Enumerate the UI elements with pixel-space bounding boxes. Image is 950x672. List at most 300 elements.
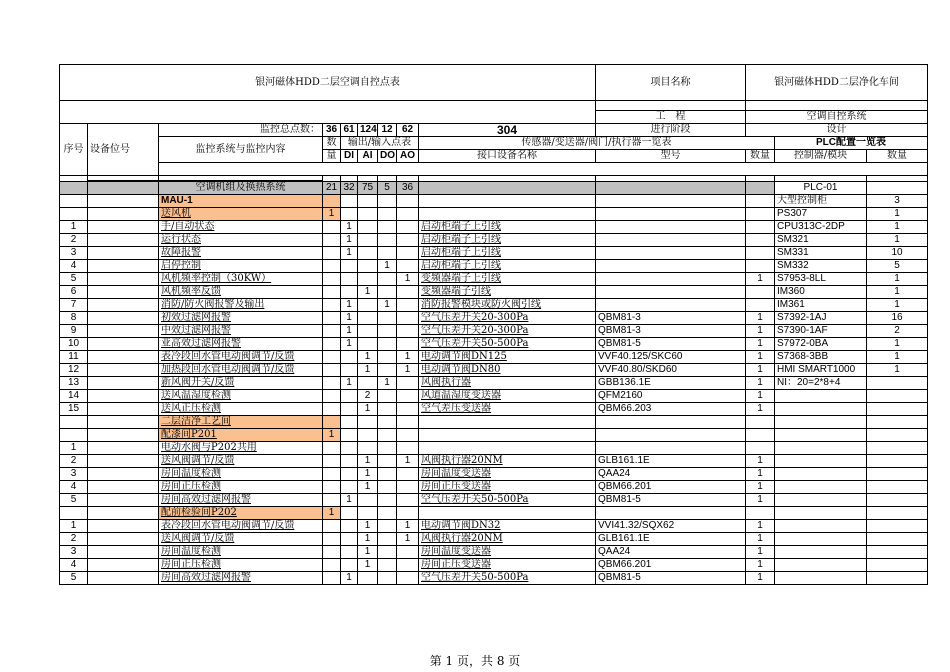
plc-count-cell: 1 [867, 234, 928, 247]
ai-cell [358, 572, 378, 585]
plc-cell: NI：20=2*8+4 [775, 377, 867, 390]
di-cell [341, 533, 358, 546]
plc-count-cell: 3 [867, 195, 928, 208]
do-cell [378, 234, 397, 247]
qty-cell [323, 390, 341, 403]
device-cell [88, 390, 159, 403]
model-cell [596, 221, 746, 234]
ao-cell: 1 [397, 273, 419, 286]
engineering-label: 工 程 [596, 111, 746, 124]
iface-cell: 电动调节阀DN80 [419, 364, 596, 377]
system-cell: 配前检验间P202 [159, 507, 323, 520]
sheet-title: 银河磁体HDD二层空调自控点表 [60, 65, 596, 101]
table-row [60, 181, 928, 195]
seq-cell [60, 208, 88, 221]
do-cell: 1 [378, 260, 397, 273]
col-qty-header-a: 数 [323, 137, 341, 150]
plc-cell: IM361 [775, 299, 867, 312]
project-spacer [596, 101, 746, 111]
ao-cell [397, 325, 419, 338]
device-cell [88, 338, 159, 351]
plc-cell [775, 403, 867, 416]
do-cell [378, 546, 397, 559]
device-cell [88, 442, 159, 455]
ai-cell [358, 221, 378, 234]
model-cell [596, 442, 746, 455]
iface-cell: 房间正压变送器 [419, 559, 596, 572]
ai-cell: 1 [358, 364, 378, 377]
model-cell [596, 208, 746, 221]
qty-cell: 1 [323, 429, 341, 442]
device-cell [88, 208, 159, 221]
count-cell [746, 299, 775, 312]
table-row [60, 377, 928, 390]
qty-cell [323, 195, 341, 208]
system-cell: 房间正压检测 [159, 481, 323, 494]
ai-cell [358, 299, 378, 312]
table-row [60, 234, 928, 247]
table-row [60, 559, 928, 572]
do-cell [378, 559, 397, 572]
plc-count-cell [867, 507, 928, 520]
ai-cell [358, 429, 378, 442]
seq-cell: 13 [60, 377, 88, 390]
col-iface-header: 接口设备名称 [419, 150, 596, 163]
device-cell [88, 455, 159, 468]
ai-cell [358, 338, 378, 351]
total-ai: 124 [358, 124, 378, 137]
phase-value: 设计 [746, 124, 928, 137]
system-cell: 送风正压检测 [159, 403, 323, 416]
ao-cell [397, 416, 419, 429]
di-cell [341, 273, 358, 286]
plc-cell: SM331 [775, 247, 867, 260]
seq-cell: 1 [60, 442, 88, 455]
table-row [60, 364, 928, 377]
iface-cell [419, 416, 596, 429]
system-cell: 运行状态 [159, 234, 323, 247]
system-cell: 新风阀开关/反馈 [159, 377, 323, 390]
table-row [60, 286, 928, 299]
device-cell [88, 403, 159, 416]
io-point-table [59, 64, 928, 585]
ai-cell: 1 [358, 403, 378, 416]
ai-cell [358, 195, 378, 208]
plc-count-cell [867, 494, 928, 507]
qty-cell [323, 364, 341, 377]
iface-cell: 变频器端子引线 [419, 286, 596, 299]
ai-cell [358, 416, 378, 429]
system-cell: 房间高效过滤网报警 [159, 572, 323, 585]
ao-cell [397, 377, 419, 390]
model-cell: VVF40.125/SKC60 [596, 351, 746, 364]
iface-cell: 房间温度变送器 [419, 546, 596, 559]
count-cell [746, 234, 775, 247]
ao-cell [397, 546, 419, 559]
device-cell [88, 416, 159, 429]
qty-cell [323, 260, 341, 273]
do-cell [378, 351, 397, 364]
ai-cell [358, 325, 378, 338]
seq-cell: 2 [60, 234, 88, 247]
di-cell: 1 [341, 221, 358, 234]
iface-cell: 空气压差开关50-500Pa [419, 494, 596, 507]
plc-count-cell [867, 403, 928, 416]
system-cell: MAU-1 [159, 195, 323, 208]
do-cell [378, 494, 397, 507]
system-cell: 空调机组及换热系统 [159, 181, 323, 195]
qty-cell [323, 234, 341, 247]
do-cell: 1 [378, 377, 397, 390]
do-cell [378, 572, 397, 585]
iface-cell: 启动柜端子上引线 [419, 247, 596, 260]
ao-cell [397, 247, 419, 260]
ao-cell [397, 507, 419, 520]
qty-cell [323, 520, 341, 533]
qty-cell [323, 533, 341, 546]
plc-count-cell [867, 572, 928, 585]
ao-cell [397, 260, 419, 273]
model-cell [596, 195, 746, 208]
do-cell [378, 533, 397, 546]
plc-cell: PLC-01 [775, 181, 867, 195]
iface-cell: 启动柜端子上引线 [419, 221, 596, 234]
ao-cell [397, 312, 419, 325]
seq-cell: 2 [60, 455, 88, 468]
ai-cell: 1 [358, 481, 378, 494]
count-cell [746, 507, 775, 520]
do-cell [378, 273, 397, 286]
table-row [60, 325, 928, 338]
ao-cell [397, 338, 419, 351]
di-cell [341, 416, 358, 429]
seq-cell: 12 [60, 364, 88, 377]
count-cell [746, 195, 775, 208]
system-cell: 房间温度检测 [159, 546, 323, 559]
table-row [60, 455, 928, 468]
qty-cell [323, 312, 341, 325]
model-cell: QBM66.201 [596, 481, 746, 494]
do-cell [378, 390, 397, 403]
device-cell [88, 221, 159, 234]
do-cell [378, 403, 397, 416]
ai-cell: 1 [358, 468, 378, 481]
system-cell: 风机频率反馈 [159, 286, 323, 299]
do-cell [378, 364, 397, 377]
plc-count-cell [867, 533, 928, 546]
device-cell [88, 273, 159, 286]
do-cell [378, 195, 397, 208]
model-cell: QBM81-5 [596, 338, 746, 351]
device-cell [88, 299, 159, 312]
model-cell [596, 247, 746, 260]
model-cell: QBM81-5 [596, 572, 746, 585]
table-row [60, 494, 928, 507]
device-cell [88, 572, 159, 585]
device-cell [88, 494, 159, 507]
iface-cell [419, 195, 596, 208]
di-cell [341, 455, 358, 468]
do-cell [378, 312, 397, 325]
count-cell [746, 247, 775, 260]
di-cell: 1 [341, 572, 358, 585]
table-row [60, 468, 928, 481]
do-cell [378, 247, 397, 260]
iface-cell: 空气压差开关50-500Pa [419, 338, 596, 351]
plc-count-cell [867, 546, 928, 559]
di-cell [341, 429, 358, 442]
do-cell [378, 468, 397, 481]
count-cell: 1 [746, 377, 775, 390]
plc-cell: S7953-8LL [775, 273, 867, 286]
plc-cell: S7972-0BA [775, 338, 867, 351]
project-name-value: 银河磁体HDD二层净化车间 [746, 65, 928, 101]
device-cell [88, 195, 159, 208]
ao-cell [397, 468, 419, 481]
do-cell: 5 [378, 181, 397, 195]
system-cell: 启停控制 [159, 260, 323, 273]
iface-cell [419, 208, 596, 221]
ai-cell [358, 234, 378, 247]
count-cell [746, 260, 775, 273]
plc-cell [775, 546, 867, 559]
table-row [60, 520, 928, 533]
iface-cell: 空气压差开关20-300Pa [419, 325, 596, 338]
page-footer: 第 1 页，共 8 页 [429, 654, 521, 668]
di-cell [341, 546, 358, 559]
device-cell [88, 312, 159, 325]
plc-cell: CPU313C-2DP [775, 221, 867, 234]
ao-cell [397, 299, 419, 312]
total-do: 12 [378, 124, 397, 137]
ao-cell [397, 286, 419, 299]
count-cell: 1 [746, 468, 775, 481]
device-cell [88, 286, 159, 299]
plc-cell [775, 468, 867, 481]
seq-cell: 5 [60, 572, 88, 585]
qty-cell [323, 559, 341, 572]
ao-cell [397, 442, 419, 455]
device-cell [88, 377, 159, 390]
di-cell: 1 [341, 377, 358, 390]
do-cell [378, 507, 397, 520]
di-cell [341, 481, 358, 494]
device-cell [88, 429, 159, 442]
plc-count-cell: 1 [867, 286, 928, 299]
ao-cell [397, 403, 419, 416]
count-cell [746, 181, 775, 195]
seq-cell [60, 181, 88, 195]
plc-cell [775, 390, 867, 403]
qty-cell: 1 [323, 208, 341, 221]
ai-cell [358, 377, 378, 390]
plc-count-cell [867, 442, 928, 455]
system-cell: 故障报警 [159, 247, 323, 260]
model-cell: QAA24 [596, 546, 746, 559]
seq-cell: 9 [60, 325, 88, 338]
count-cell: 1 [746, 520, 775, 533]
model-cell [596, 234, 746, 247]
plc-count-cell [867, 390, 928, 403]
system-cell: 房间正压检测 [159, 559, 323, 572]
ai-cell: 1 [358, 286, 378, 299]
plc-cell [775, 416, 867, 429]
do-cell [378, 442, 397, 455]
do-cell [378, 325, 397, 338]
table-row [60, 221, 928, 234]
qty-cell [323, 442, 341, 455]
plc-cell: IM360 [775, 286, 867, 299]
system-cell: 表冷段回水管电动阀调节/反馈 [159, 520, 323, 533]
di-cell: 1 [341, 312, 358, 325]
count-cell: 1 [746, 572, 775, 585]
count-cell [746, 442, 775, 455]
iface-cell [419, 507, 596, 520]
table-row [60, 351, 928, 364]
count-cell [746, 416, 775, 429]
col-ctrl-count-header: 数量 [867, 150, 928, 163]
plc-count-cell: 5 [867, 260, 928, 273]
count-cell: 1 [746, 390, 775, 403]
table-row [60, 572, 928, 585]
seq-cell: 10 [60, 338, 88, 351]
iface-cell [419, 181, 596, 195]
seq-cell: 3 [60, 468, 88, 481]
ai-cell: 2 [358, 390, 378, 403]
seq-cell: 2 [60, 533, 88, 546]
seq-cell: 14 [60, 390, 88, 403]
engineering-blank [60, 111, 596, 124]
plc-count-cell: 10 [867, 247, 928, 260]
seq-cell [60, 429, 88, 442]
qty-cell [323, 286, 341, 299]
plc-cell: SM332 [775, 260, 867, 273]
seq-cell: 5 [60, 494, 88, 507]
do-cell [378, 338, 397, 351]
table-row [60, 208, 928, 221]
seq-cell [60, 507, 88, 520]
system-cell: 送风机 [159, 208, 323, 221]
total-count: 36 [323, 124, 341, 137]
qty-cell [323, 481, 341, 494]
seq-cell: 7 [60, 299, 88, 312]
ao-cell: 1 [397, 364, 419, 377]
ai-cell: 1 [358, 533, 378, 546]
qty-cell [323, 299, 341, 312]
ai-cell: 75 [358, 181, 378, 195]
iface-cell: 房间正压变送器 [419, 481, 596, 494]
plc-cell: S7390-1AF [775, 325, 867, 338]
iface-cell: 电动调节阀DN32 [419, 520, 596, 533]
iface-cell: 启动柜端子上引线 [419, 234, 596, 247]
col-sensor-header: 传感器/变送器/阀门/执行器一览表 [419, 137, 775, 150]
count-cell: 1 [746, 351, 775, 364]
ao-cell [397, 195, 419, 208]
table-row [60, 260, 928, 273]
count-cell [746, 286, 775, 299]
system-cell: 表冷段回水管电动阀调节/反馈 [159, 351, 323, 364]
iface-cell [419, 429, 596, 442]
ai-cell [358, 494, 378, 507]
col-qty-header-b: 量 [323, 150, 341, 163]
di-cell: 1 [341, 325, 358, 338]
plc-cell: HMI SMART1000 [775, 364, 867, 377]
model-cell: GBB136.1E [596, 377, 746, 390]
ao-cell: 1 [397, 533, 419, 546]
model-cell: GLB161.1E [596, 455, 746, 468]
plc-count-cell: 2 [867, 325, 928, 338]
model-cell: VVF40.80/SKD60 [596, 364, 746, 377]
device-cell [88, 546, 159, 559]
seq-cell: 15 [60, 403, 88, 416]
qty-cell [323, 546, 341, 559]
plc-cell: PS307 [775, 208, 867, 221]
model-cell: QBM81-5 [596, 494, 746, 507]
seq-cell: 3 [60, 546, 88, 559]
col-di-header: DI [341, 150, 358, 163]
seq-cell: 4 [60, 559, 88, 572]
device-cell [88, 247, 159, 260]
di-cell: 1 [341, 494, 358, 507]
ao-cell [397, 572, 419, 585]
plc-count-cell [867, 455, 928, 468]
di-cell: 1 [341, 247, 358, 260]
system-cell: 加热段回水管电动阀调节/反馈 [159, 364, 323, 377]
seq-cell: 6 [60, 286, 88, 299]
di-cell [341, 559, 358, 572]
qty-cell [323, 403, 341, 416]
do-cell [378, 455, 397, 468]
col-io-header: 输出/输入点表 [341, 137, 419, 150]
table-row [60, 533, 928, 546]
plc-count-cell [867, 468, 928, 481]
qty-cell [323, 377, 341, 390]
plc-count-cell: 1 [867, 299, 928, 312]
col-plc-header: PLC配置一览表 [775, 137, 928, 150]
col-model-header: 型号 [596, 150, 746, 163]
device-cell [88, 234, 159, 247]
ao-cell [397, 481, 419, 494]
plc-cell [775, 481, 867, 494]
do-cell [378, 416, 397, 429]
system-cell: 风机频率控制（30KW） [159, 273, 323, 286]
table-row [60, 312, 928, 325]
device-cell [88, 507, 159, 520]
plc-cell [775, 494, 867, 507]
plc-cell [775, 507, 867, 520]
di-cell [341, 286, 358, 299]
col-ao-header: AO [397, 150, 419, 163]
count-cell: 1 [746, 273, 775, 286]
engineering-value: 空调自控系统 [746, 111, 928, 124]
ai-cell: 1 [358, 546, 378, 559]
plc-count-cell [867, 416, 928, 429]
table-row [60, 442, 928, 455]
system-cell: 送风温湿度检测 [159, 390, 323, 403]
di-cell [341, 468, 358, 481]
table-row [60, 403, 928, 416]
iface-cell: 空气压差开关20-300Pa [419, 312, 596, 325]
qty-cell [323, 494, 341, 507]
ao-cell: 1 [397, 455, 419, 468]
qty-cell [323, 572, 341, 585]
col-system-header: 监控系统与监控内容 [159, 137, 323, 163]
di-cell: 1 [341, 338, 358, 351]
plc-cell [775, 572, 867, 585]
col-count-header: 数量 [746, 150, 775, 163]
iface-cell: 风道温湿度变送器 [419, 390, 596, 403]
plc-count-cell [867, 429, 928, 442]
